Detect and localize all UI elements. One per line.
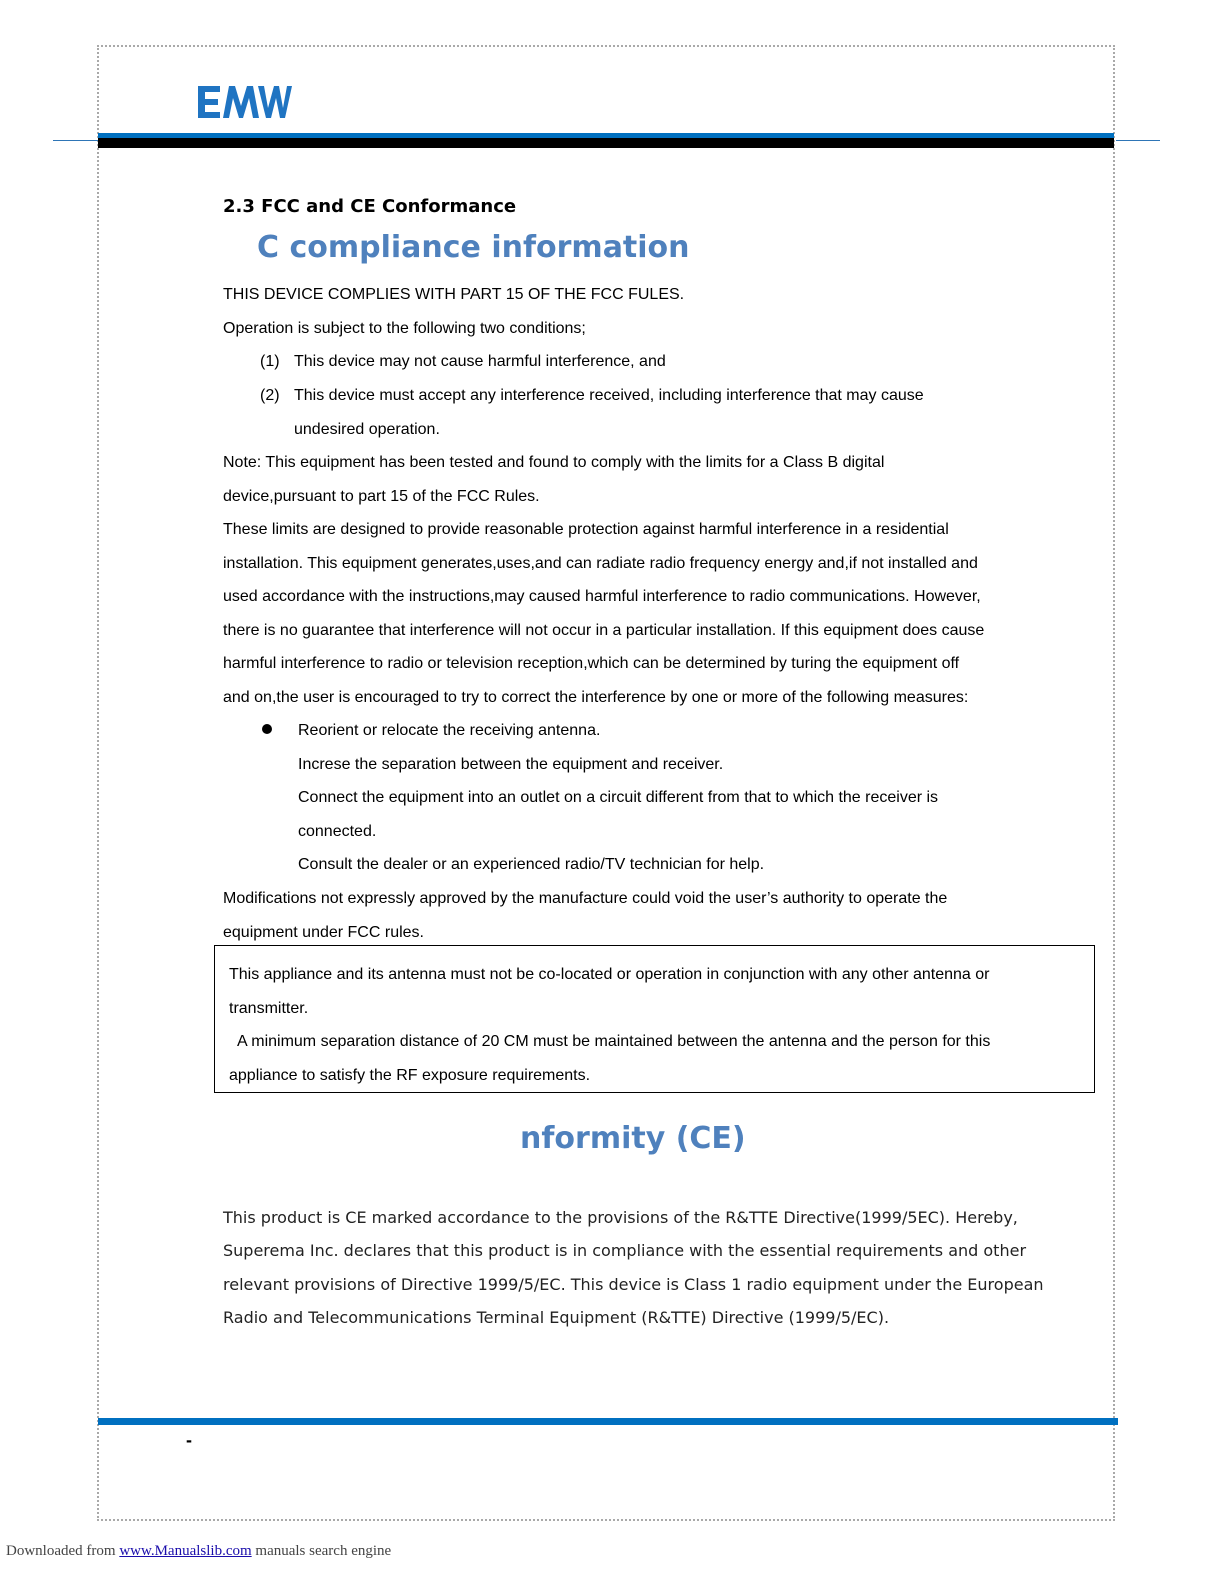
modifications-line: Modifications not expressly approved by the manufacture could void the user’s authority to operate the — [223, 890, 948, 907]
measure-item: Increse the separation between the equipment and receiver. — [298, 756, 724, 773]
conditions-intro: Operation is subject to the following two conditions; — [223, 320, 586, 337]
fcc-title: C compliance information — [257, 230, 690, 265]
limits-line: used accordance with the instructions,may caused harmful interference to radio communications. However, — [223, 588, 981, 605]
limits-line: there is no guarantee that interference will not occur in a particular installation. If this equipment does cause — [223, 622, 985, 639]
limits-line: and on,the user is encouraged to try to correct the interference by one or more of the following measures: — [223, 689, 969, 706]
fcc-statement: THIS DEVICE COMPLIES WITH PART 15 OF THE FCC FULES. — [223, 286, 685, 303]
header-black-bar — [98, 138, 1114, 148]
condition-text: This device must accept any interference received, including interference that may cause — [294, 387, 924, 404]
footer-blue-bar — [98, 1418, 1118, 1425]
note-line: Note: This equipment has been tested and found to comply with the limits for a Class B digital — [223, 454, 885, 471]
ce-title: nformity (CE) — [520, 1121, 746, 1156]
rf-exposure-line: appliance to satisfy the RF exposure requirements. — [229, 1067, 591, 1084]
condition-number: (1) — [260, 353, 280, 370]
download-source — [6, 1543, 391, 1560]
condition-text: This device may not cause harmful interference, and — [294, 353, 666, 370]
limits-line: installation. This equipment generates,uses,and can radiate radio frequency energy and,if not installed and — [223, 555, 978, 572]
header-side-line-right — [1116, 140, 1160, 141]
footer-dash: - — [186, 1430, 192, 1450]
limits-line: These limits are designed to provide reasonable protection against harmful interference in a residential — [223, 521, 949, 538]
measure-item: Reorient or relocate the receiving antenna. — [298, 722, 601, 739]
rf-exposure-line: This appliance and its antenna must not be co-located or operation in conjunction with any other antenna or — [229, 966, 990, 983]
rf-exposure-line: A minimum separation distance of 20 CM must be maintained between the antenna and the person for this — [237, 1033, 991, 1050]
note-line: device,pursuant to part 15 of the FCC Rules. — [223, 488, 540, 505]
measure-item: connected. — [298, 823, 377, 840]
limits-line: harmful interference to radio or television reception,which can be determined by turing the equipment off — [223, 655, 960, 672]
header-side-line-left — [53, 140, 98, 141]
manualslib-link[interactable]: www.Manualslib.com — [119, 1543, 252, 1559]
page-border — [97, 45, 1115, 1521]
condition-number: (2) — [260, 387, 280, 404]
condition-text-continued: undesired operation. — [294, 421, 440, 438]
ce-paragraph-line: This product is CE marked accordance to the provisions of the R&TTE Directive(1999/5EC). Hereby, — [223, 1208, 1018, 1227]
ce-paragraph-line: Superema Inc. declares that this product is in compliance with the essential requirements and other — [223, 1241, 1027, 1260]
bullet-icon — [262, 724, 272, 734]
measure-item: Consult the dealer or an experienced radio/TV technician for help. — [298, 856, 765, 873]
rf-exposure-line: transmitter. — [229, 1000, 309, 1017]
emw-logo — [196, 84, 292, 120]
measure-item: Connect the equipment into an outlet on a circuit different from that to which the receiver is — [298, 789, 939, 806]
ce-paragraph-line: relevant provisions of Directive 1999/5/EC. This device is Class 1 radio equipment under the European — [223, 1275, 1044, 1294]
ce-paragraph-line: Radio and Telecommunications Terminal Equipment (R&TTE) Directive (1999/5/EC). — [223, 1308, 890, 1327]
source-prefix: Downloaded from — [6, 1543, 116, 1559]
modifications-line: equipment under FCC rules. — [223, 924, 424, 941]
section-heading: 2.3 FCC and CE Conformance — [223, 196, 517, 217]
source-suffix: manuals search engine — [255, 1543, 392, 1559]
